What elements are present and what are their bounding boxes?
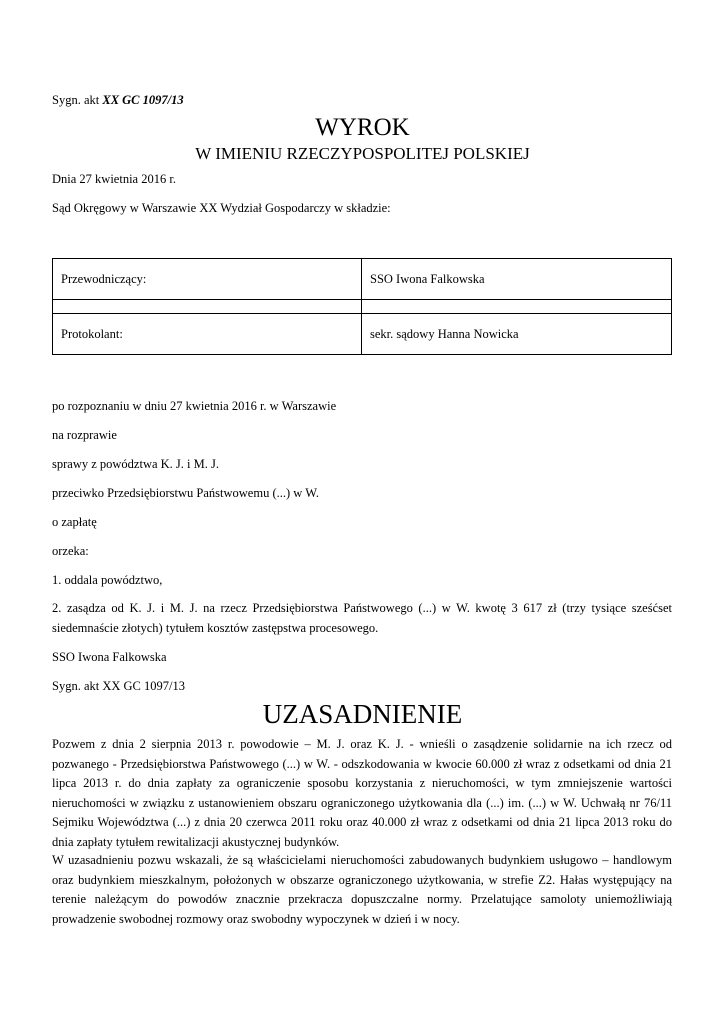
document-title: WYROK <box>315 114 410 141</box>
subject-line: o zapłatę <box>52 515 97 529</box>
table-cell-value <box>362 300 672 314</box>
table-cell-value: SSO Iwona Falkowska <box>362 259 672 300</box>
case-reference-prefix: Sygn. akt <box>52 93 103 107</box>
court-line: Sąd Okręgowy w Warszawie XX Wydział Gospodarczy w składzie: <box>52 201 391 215</box>
rules-line: orzeka: <box>52 544 89 558</box>
hearing-line: na rozprawie <box>52 428 117 442</box>
judge-signature: SSO Iwona Falkowska <box>52 650 167 664</box>
document-subtitle: W IMIENIU RZECZYPOSPOLITEJ POLSKIEJ <box>195 144 530 163</box>
justification-paragraph-1: Pozwem z dnia 2 sierpnia 2013 r. powodowie – M. J. oraz K. J. - wnieśli o zasądzenie solidarnie na ich rzecz od pozwanego - Przedsiębiorstwa Państwowego (...) w W. - odszkodowania w kwocie 60.000 zł wraz z odsetkami od dnia 21 lipca 2013 r. do dnia zapłaty za ograniczenie sposobu korzystania z nieruchomości, w tym zmniejszenie wartości nieruchomości w związku z ustanowieniem obszaru ograniczonego użytkowania dla (...) im. (...) w W. Uchwałą nr 76/11 Sejmiku Województwa (...) z dnia 20 czerwca 2011 roku oraz 40.000 zł wraz z odsetkami od dnia 21 lipca 2013 roku do dnia zapłaty tytułem rewitalizacji akustycznej budynków. <box>52 737 672 849</box>
case-reference-number: XX GC 1097/13 <box>102 93 184 107</box>
table-cell-label: Przewodniczący: <box>53 259 362 300</box>
justification-paragraph-2: W uzasadnieniu pozwu wskazali, że są właścicielami nieruchomości zabudowanych budynkiem usługowo – handlowym oraz budynkiem mieszkalnym, położonych w obszarze ograniczonego użytkowania, w strefie Z2. Hałas występujący na terenie należącym do powodów znacznie przekracza dopuszczalne normy. Przelatujące samoloty uniemożliwiają prowadzenie swobodnej rozmowy oraz swobodny wypoczynek w dzień i w nocy. <box>52 853 672 926</box>
table-row <box>53 259 672 300</box>
against-line: przeciwko Przedsiębiorstwu Państwowemu (...) w W. <box>52 486 319 500</box>
date-line: Dnia 27 kwietnia 2016 r. <box>52 172 176 186</box>
table-cell-label <box>53 300 362 314</box>
table-row <box>53 300 672 314</box>
table-cell-label: Protokolant: <box>53 314 362 355</box>
table-row <box>53 314 672 355</box>
case-reference <box>52 93 184 108</box>
table-cell-value: sekr. sądowy Hanna Nowicka <box>362 314 672 355</box>
justification-heading: UZASADNIENIE <box>262 699 463 729</box>
court-composition-table <box>52 258 672 355</box>
ruling-item-2: 2. zasądza od K. J. i M. J. na rzecz Przedsiębiorstwa Państwowego (...) w W. kwotę 3 617 zł (trzy tysiące sześćset siedemnaście złotych) tytułem kosztów zastępstwa procesowego. <box>52 601 672 635</box>
examined-line: po rozpoznaniu w dniu 27 kwietnia 2016 r. w Warszawie <box>52 399 337 413</box>
ruling-item-1: 1. oddala powództwo, <box>52 573 163 587</box>
case-line: sprawy z powództwa K. J. i M. J. <box>52 457 219 471</box>
case-reference-bottom: Sygn. akt XX GC 1097/13 <box>52 679 185 693</box>
